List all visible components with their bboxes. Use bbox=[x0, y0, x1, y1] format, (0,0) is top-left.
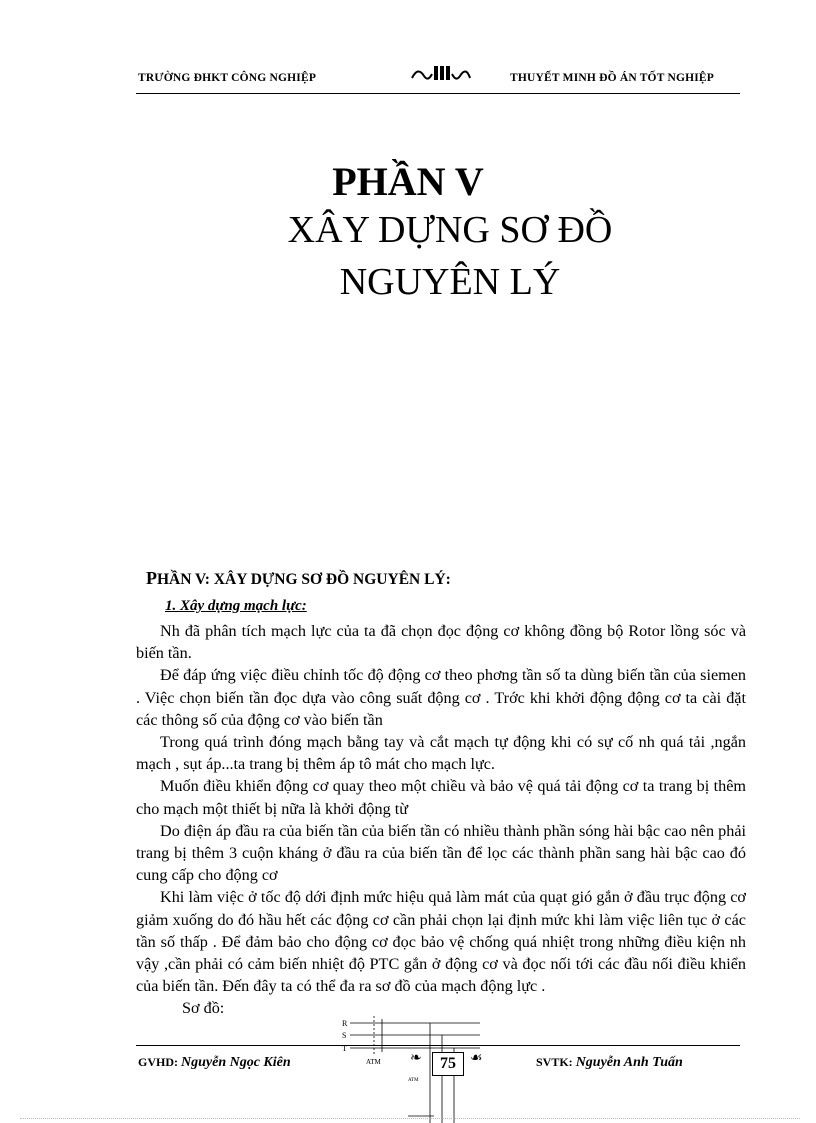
header-school: TRƯỜNG ĐHKT CÔNG NGHIỆP bbox=[138, 72, 317, 84]
advisor-label: GVHD: bbox=[138, 1055, 178, 1069]
section-heading-text: HẦN V: XÂY DỰNG SƠ ĐỒ NGUYÊN LÝ: bbox=[157, 571, 451, 588]
footer-advisor bbox=[138, 1055, 291, 1071]
header-doc-title: THUYẾT MINH ĐỒ ÁN TỐT NGHIỆP bbox=[510, 72, 715, 84]
footer-divider bbox=[136, 1045, 740, 1046]
footer-student bbox=[536, 1055, 683, 1071]
advisor-name: Nguyễn Ngọc Kiên bbox=[181, 1055, 291, 1070]
paragraph: Muốn điều khiển động cơ quay theo một chiều và bảo vệ quá tải động cơ ta trang bị thêm cho mạch một thiết bị nữa là khởi động từ bbox=[136, 777, 746, 818]
paragraph: Do điện áp đầu ra của biến tần của biến tần có nhiều thành phần sóng hài bậc cao nên phải trang bị thêm 3 cuộn kháng ở đầu ra của biến tần để lọc các thành phần sang hài bậc cao đó cung cấp cho động cơ bbox=[136, 821, 746, 885]
paragraph: Khi làm việc ở tốc độ dới định mức hiệu quả làm mát của quạt gió gắn ở đầu trục động cơ giảm xuống do đó hầu hết các động cơ cần phải chọn lại định mức khi làm việc liên tục ở các tần số thấp . Để đảm bảo cho động cơ đọc bảo vệ chống quá nhiệt trong những điều kiện nh vậy ,cần phải có cảm biến nhiệt độ PTC gắn ở động cơ và đọc nối tới các đầu nối điều khiển của biến tần. Đến đây ta có thể đa ra sơ đồ của mạch động lực . bbox=[136, 888, 746, 996]
atm-small-label: ATM bbox=[408, 1078, 419, 1083]
paragraph: Nh đã phân tích mạch lực của ta đã chọn đọc động cơ không đồng bộ Rotor lồng sóc và biến tần. bbox=[136, 622, 746, 663]
body-text bbox=[136, 620, 746, 1020]
page-edge bbox=[20, 1118, 800, 1119]
phase-t-label: T bbox=[342, 1044, 347, 1053]
part-subtitle-line1: XÂY DỰNG SƠ ĐỒ bbox=[287, 209, 613, 251]
part-subtitle-line2: NGUYÊN LÝ bbox=[339, 261, 561, 303]
atm-label: ATM bbox=[366, 1058, 381, 1066]
student-label: SVTK: bbox=[536, 1055, 573, 1069]
phase-r-label: R bbox=[342, 1019, 348, 1028]
section-heading bbox=[146, 568, 451, 589]
ornament-icon bbox=[410, 62, 472, 84]
ornament-right-icon: ☙ bbox=[470, 1051, 483, 1066]
subsection-heading: 1. Xây dựng mạch lực: bbox=[165, 598, 307, 614]
paragraph: Để đáp ứng việc điều chỉnh tốc độ động cơ theo phơng tần số ta dùng biến tần của siemen . Việc chọn biến tần đọc dựa vào công suất động cơ . Trớc khi khởi động động cơ ta cài đặt các thông số của động cơ vào biến tần bbox=[136, 666, 746, 729]
diagram-label: Sơ đồ: bbox=[182, 999, 225, 1018]
student-name: Nguyễn Anh Tuấn bbox=[575, 1055, 683, 1070]
power-circuit-diagram bbox=[330, 1014, 490, 1123]
section-heading-cap: P bbox=[146, 568, 157, 588]
ornament-left-icon: ❧ bbox=[410, 1051, 422, 1066]
paragraph: Trong quá trình đóng mạch bằng tay và cắt mạch tự động khi có sự cố nh quá tải ,ngắn mạch , sụt áp...ta trang bị thêm áp tô mát cho mạch lực. bbox=[136, 733, 746, 774]
header-divider bbox=[136, 93, 740, 94]
page-number: 75 bbox=[432, 1052, 464, 1076]
phase-s-label: S bbox=[342, 1031, 347, 1040]
part-title: PHẦN V bbox=[332, 159, 484, 204]
